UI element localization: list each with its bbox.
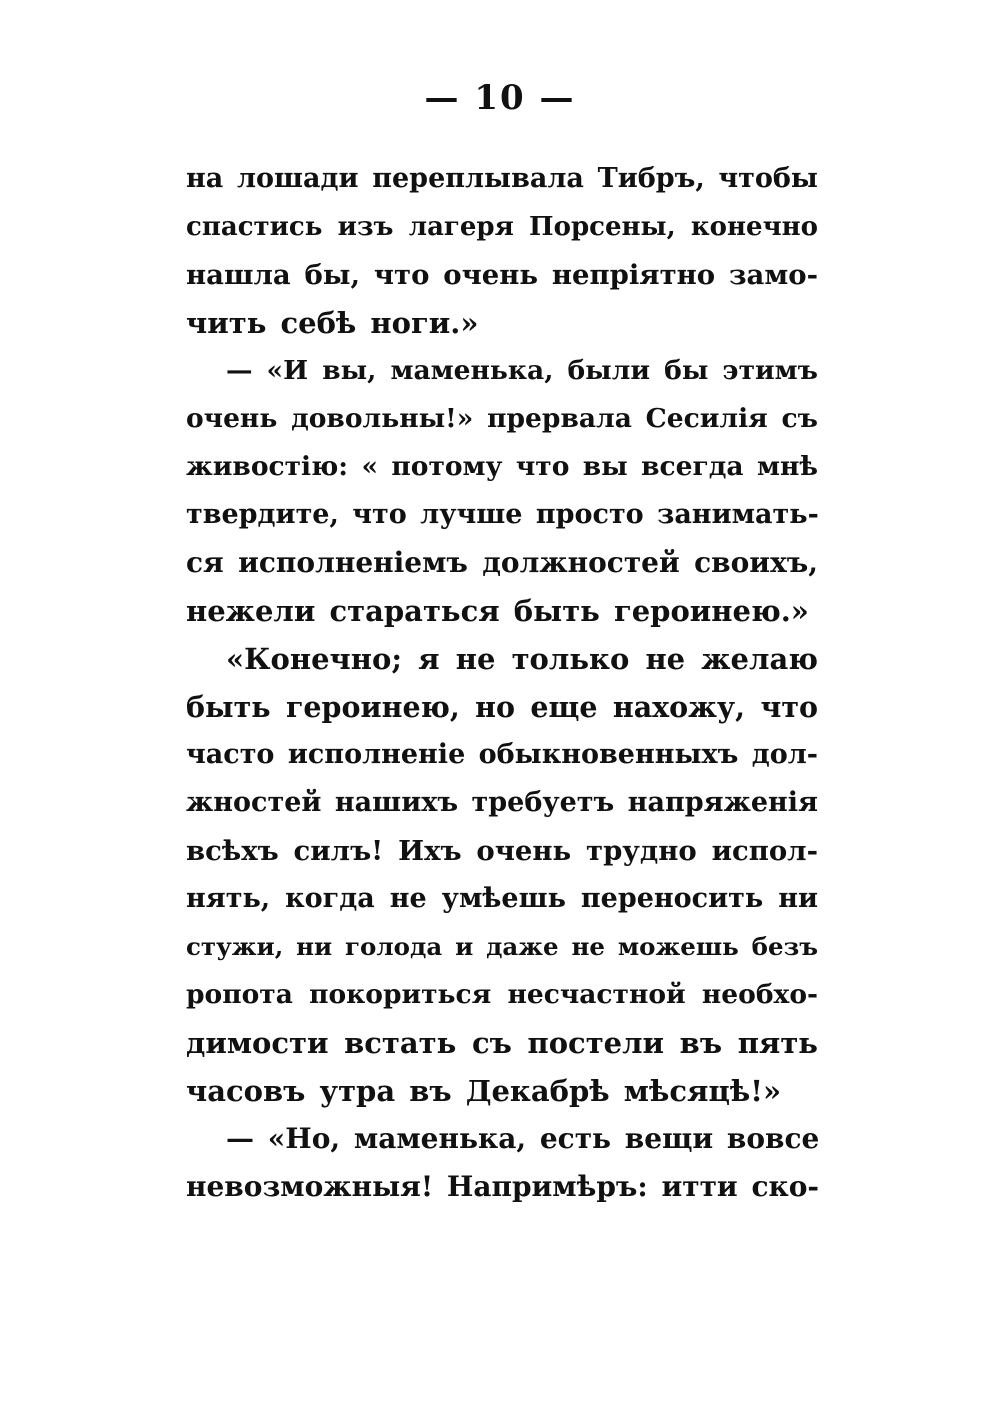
text-line: ропота покориться несчастной необхо-: [186, 979, 818, 1010]
text-line: быть героинею, но еще нахожу, что: [186, 690, 818, 724]
text-line: часто исполненіе обыкновенныхъ дол-: [186, 739, 818, 770]
body-text: [186, 155, 818, 1211]
text-line: живостію: « потому что вы всегда мнѣ: [186, 451, 818, 482]
text-line: нашла бы, что очень непріятно замо-: [186, 259, 818, 291]
text-line: чить себѣ ноги.»: [186, 306, 479, 340]
text-line: всѣхъ силъ! Ихъ очень трудно испол-: [186, 835, 818, 867]
text-line: твердите, что лучше просто занимать-: [186, 499, 819, 530]
text-line: нять, когда не умѣешь переносить ни: [186, 883, 818, 914]
text-line: спастись изъ лагеря Порсены, конечно: [186, 212, 818, 242]
page-number-header: — 10 —: [424, 78, 576, 118]
text-line: димости встать съ постели въ пять: [186, 1026, 818, 1060]
text-line: жностей нашихъ требуетъ напряженія: [186, 787, 818, 818]
text-line: ся исполненіемъ должностей своихъ,: [186, 546, 818, 579]
text-line: часовъ утра въ Декабрѣ мѣсяцѣ!»: [186, 1074, 782, 1108]
text-line: стужи, ни голода и даже не можешь безъ: [186, 932, 818, 961]
text-line: — «Но, маменька, есть вещи вовсе: [226, 1122, 820, 1155]
text-line: «Конечно; я не только не желаю: [226, 642, 818, 676]
text-line: очень довольны!» прервала Сесилія съ: [186, 403, 818, 434]
text-line: — «И вы, маменька, были бы этимъ: [226, 355, 818, 386]
text-line: нежели стараться быть героинею.»: [186, 594, 809, 628]
text-line: на лошади переплывала Тибръ, чтобы: [186, 163, 818, 194]
text-line: невозможныя! Напримѣръ: итти ско-: [186, 1170, 820, 1203]
